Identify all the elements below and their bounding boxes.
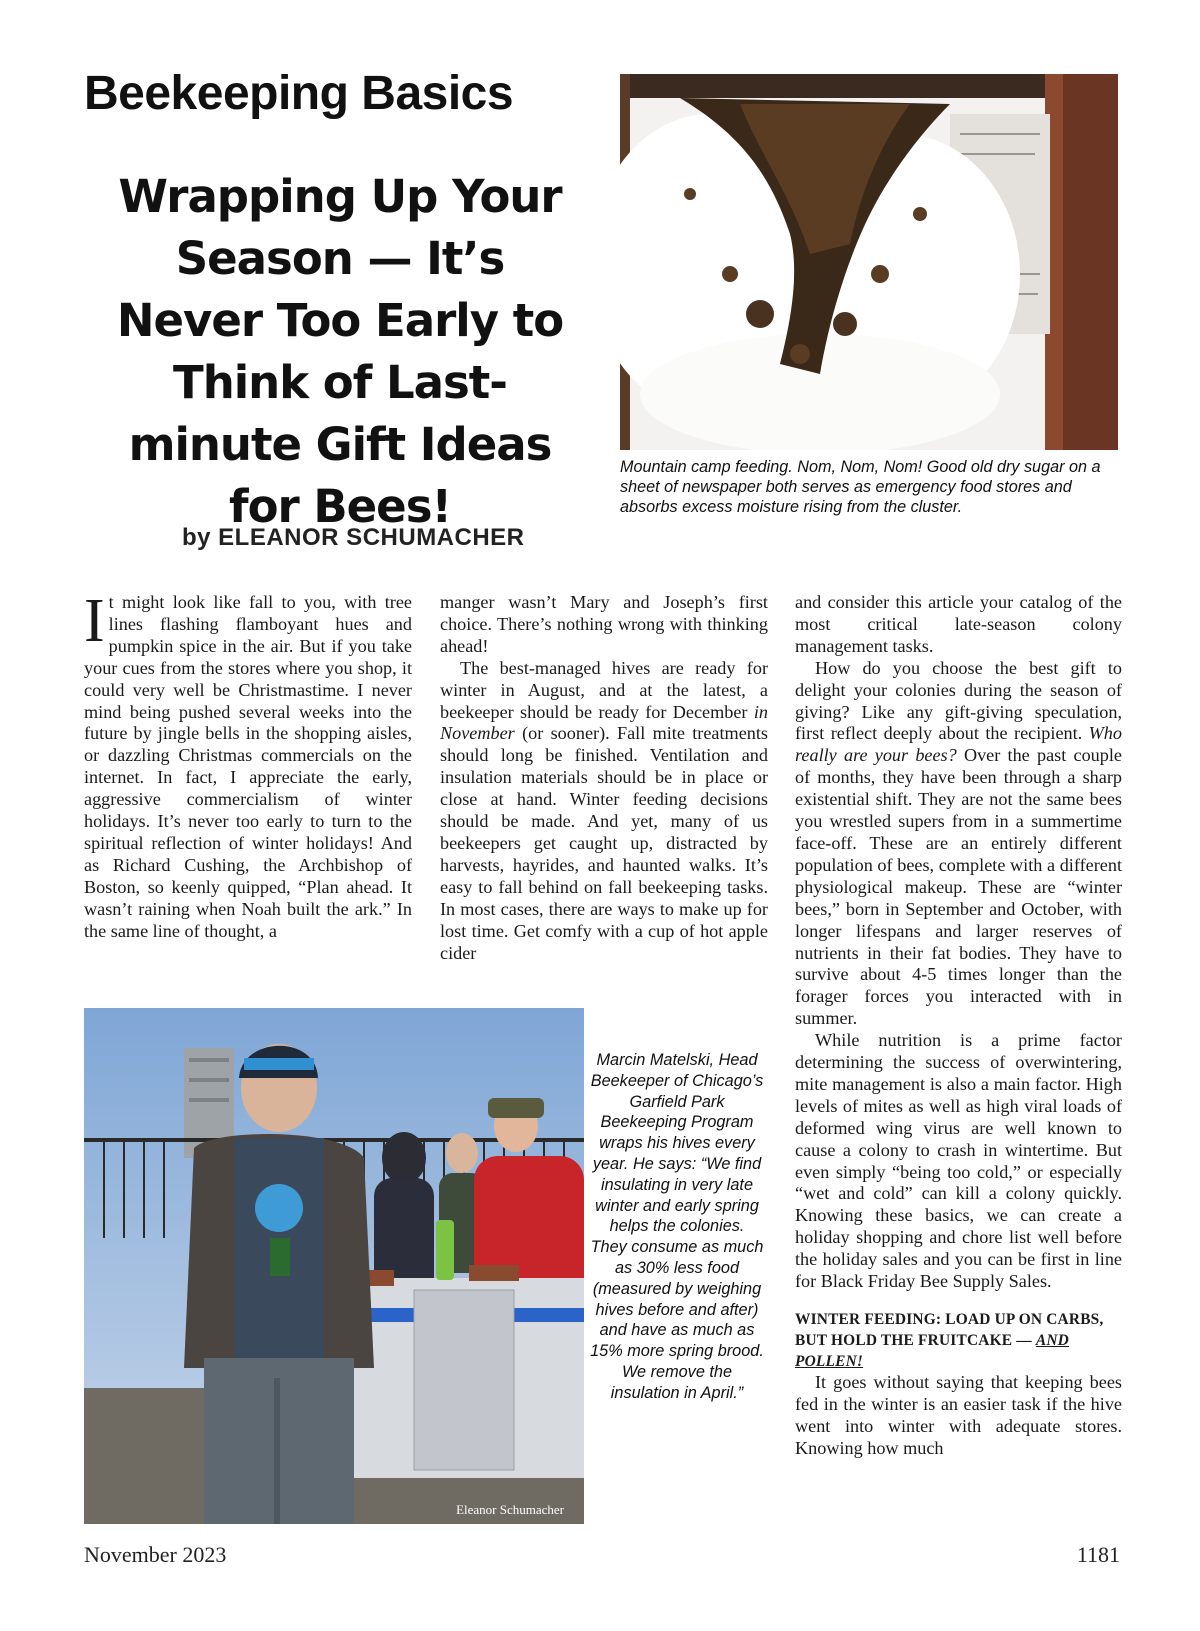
- paragraph: [84, 587, 412, 943]
- paragraph-text: t might look like fall to you, with tree lines flashing flamboyant hues and pumpkin spice in the air. But if you take your cues from the stores where you shop, it could very well be Christmastime. I never mind being pushed several weeks into the future by jingle bells in the shopping aisles, or dazzling Christmas commercials on the internet. In fact, I appreciate the early, aggressive commercialism of winter holidays. It’s never too early to turn to the spiritual reflection of winter holidays! And as Richard Cushing, the Archbishop of Boston, so keenly quipped, “Plan ahead. It wasn’t raining when Noah built the ark.” In the same line of thought, a: [84, 592, 412, 941]
- article-headline: Wrapping Up Your Season — It’s Never Too Early to Think of Last-minute Gift Ideas for Bees!: [116, 170, 564, 533]
- paragraph: While nutrition is a prime factor determining the success of overwintering, mite management is also a main factor. High levels of mites as well as high viral loads of deformed wing virus are well known to cause a colony to crash in wintertime. But even simply “being too cold,” or especially “wet and cold” can kill a colony quickly. Knowing these basics, we can create a holiday shopping and chore list well before the holiday sales and you can be first in line for Black Friday Bee Supply Sales.: [795, 1030, 1122, 1292]
- body-column-1: [84, 587, 412, 943]
- beekeeper-photo: [84, 1008, 584, 1524]
- paragraph-text: (or sooner). Fall mite treatments should long be finished. Ventilation and insulation materials should be in place or close at hand. Winter feeding decisions should be made. And yet, many of us beekeepers get caught up, distracted by harvests, hayrides, and haunted walks. It’s easy to fall behind on fall beekeeping tasks. In most cases, there are ways to make up for lost time. Get comfy with a cup of hot apple cider: [440, 723, 768, 963]
- body-column-2: [440, 592, 768, 964]
- issue-date: November 2023: [84, 1542, 227, 1567]
- paragraph: manger wasn’t Mary and Joseph’s first choice. There’s nothing wrong with thinking ahead!: [440, 592, 768, 656]
- paragraph: [440, 658, 768, 965]
- emphasis-text: in November: [440, 701, 768, 744]
- page-number: 1181: [1076, 1542, 1120, 1567]
- top-photo-caption: Mountain camp feeding. Nom, Nom, Nom! Good old dry sugar on a sheet of newspaper both serves as emergency food stores and absorbs excess moisture rising from the cluster.: [620, 458, 1101, 516]
- paragraph-text: The best-managed hives are ready for winter in August, and at the latest, a beekeeper should be ready for December: [440, 657, 768, 722]
- paragraph: and consider this article your catalog of the most critical late-season colony management tasks.: [795, 592, 1122, 656]
- subhead-emphasis: AND POLLEN!: [795, 1332, 1070, 1370]
- paragraph-text: How do you choose the best gift to delight your colonies during the season of giving? Like any gift-giving speculation, first reflect deeply about the recipient.: [795, 657, 1122, 744]
- byline: by ELEANOR SCHUMACHER: [182, 524, 525, 551]
- paragraph: [795, 658, 1122, 1030]
- bottom-photo-caption: Marcin Matelski, Head Beekeeper of Chicago’s Garfield Park Beekeeping Program wraps his hives every year. He says: “We find insulating in very late winter and early spring helps the colonies. They consume as much as 30% less food (measured by weighing hives before and after) and have as much as 15% more spring brood. We remove the insulation in April.”: [590, 1051, 764, 1402]
- beekeeper-illustration: [84, 1008, 584, 1524]
- paragraph-text: Over the past couple of months, they have been through a sharp existential shift. They are not the same bees you wrestled supers from in a summertime face-off. These are an entirely different population of bees, complete with a different physiological makeup. These are “winter bees,” born in September and October, with longer lifespans and larger reserves of nutrients in their fat bodies. They have to survive about 4-5 times longer than the forager forces you interacted with in summer.: [795, 745, 1122, 1029]
- photo-credit: Eleanor Schumacher: [456, 1502, 564, 1517]
- section-label: Beekeeping Basics: [84, 67, 514, 120]
- subhead-text: WINTER FEEDING: LOAD UP ON CARBS, BUT HOLD THE FRUITCAKE —: [795, 1311, 1104, 1349]
- paragraph: It goes without saying that keeping bees fed in the winter is an easier task if the hive went into winter with adequate stores. Knowing how much: [795, 1372, 1122, 1458]
- emphasis-text: Who really are your bees?: [795, 723, 1122, 766]
- sugar-feeding-photo: [620, 74, 1118, 450]
- body-column-3: [795, 592, 1122, 1460]
- drop-cap: I: [84, 587, 105, 655]
- section-subhead: [795, 1309, 1122, 1372]
- sugar-feeding-illustration: [620, 74, 1118, 450]
